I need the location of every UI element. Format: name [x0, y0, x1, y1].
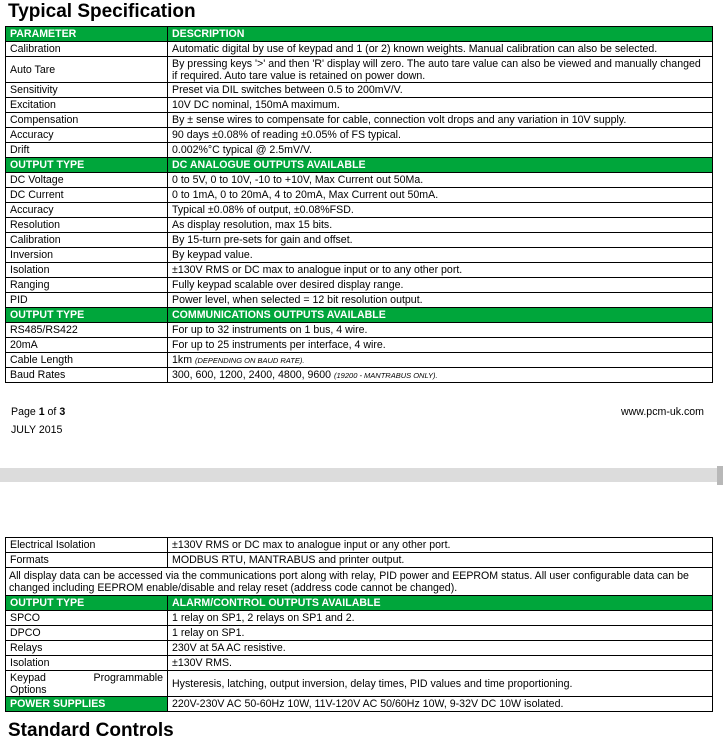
param-cell: Excitation: [6, 98, 168, 113]
table-row: [6, 143, 713, 158]
keypad-label-b: Programmable: [93, 671, 163, 684]
param-cell: Auto Tare: [6, 57, 168, 83]
desc-note: (19200 - MANTRABUS ONLY).: [334, 370, 438, 380]
param-cell: Inversion: [6, 248, 168, 263]
param-cell: Cable Length: [6, 353, 168, 368]
table-row: [6, 128, 713, 143]
table-row: [6, 98, 713, 113]
param-cell: Drift: [6, 143, 168, 158]
header-cell: POWER SUPPLIES: [6, 697, 168, 712]
table-row: [6, 218, 713, 233]
desc-cell: 220V-230V AC 50-60Hz 10W, 11V-120V AC 50/60Hz 10W, 9-32V DC 10W isolated.: [168, 697, 713, 712]
keypad-label-a: Keypad: [10, 671, 46, 684]
table-row: [6, 233, 713, 248]
param-cell: DC Voltage: [6, 173, 168, 188]
header-cell: OUTPUT TYPE: [6, 596, 168, 611]
separator-edge: [717, 466, 723, 485]
desc-cell: Preset via DIL switches between 0.5 to 200mV/V.: [168, 83, 713, 98]
page-separator: [0, 466, 723, 485]
desc-cell: ±130V RMS.: [168, 656, 713, 671]
param-cell: Sensitivity: [6, 83, 168, 98]
param-cell: Calibration: [6, 42, 168, 57]
param-cell: Accuracy: [6, 128, 168, 143]
footer-website: www.pcm-uk.com: [621, 406, 704, 418]
desc-cell: As display resolution, max 15 bits.: [168, 218, 713, 233]
param-cell: Resolution: [6, 218, 168, 233]
table-row: [6, 641, 713, 656]
table-row: [6, 83, 713, 98]
spec-page-2: [0, 485, 723, 756]
header-cell: ALARM/CONTROL OUTPUTS AVAILABLE: [168, 596, 713, 611]
param-cell: DPCO: [6, 626, 168, 641]
param-cell: SPCO: [6, 611, 168, 626]
table-row: [6, 42, 713, 57]
param-cell: Relays: [6, 641, 168, 656]
desc-cell: By pressing keys '>' and then 'R' display will zero. The auto tare value can also be viewed and manually changed if required. Auto tare value is retained on power down.: [168, 57, 713, 83]
param-cell: Ranging: [6, 278, 168, 293]
desc-cell: By 15-turn pre-sets for gain and offset.: [168, 233, 713, 248]
param-cell: RS485/RS422: [6, 323, 168, 338]
header-cell: OUTPUT TYPE: [6, 158, 168, 173]
header-cell: DESCRIPTION: [168, 27, 713, 42]
table-row: [6, 611, 713, 626]
desc-cell: ±130V RMS or DC max to analogue input or any other port.: [168, 538, 713, 553]
footer-date: JULY 2015: [11, 424, 63, 436]
table-row: [6, 656, 713, 671]
table-row: [6, 568, 713, 596]
param-cell: Compensation: [6, 113, 168, 128]
keypad-label-line: [10, 672, 163, 684]
table-row: [6, 293, 713, 308]
table-header-row: [6, 158, 713, 173]
param-cell: Accuracy: [6, 203, 168, 218]
param-cell: DC Current: [6, 188, 168, 203]
table-row: [6, 353, 713, 368]
desc-cell: Automatic digital by use of keypad and 1 (or 2) known weights. Manual calibration can also be selected.: [168, 42, 713, 57]
table-row: [6, 553, 713, 568]
desc-cell: For up to 32 instruments on 1 bus, 4 wire.: [168, 323, 713, 338]
param-cell: PID: [6, 293, 168, 308]
param-cell: Formats: [6, 553, 168, 568]
table-row: [6, 188, 713, 203]
desc-cell: For up to 25 instruments per interface, 4 wire.: [168, 338, 713, 353]
table-row: [6, 263, 713, 278]
table-row: [6, 671, 713, 697]
table-row: [6, 173, 713, 188]
page-current: 1: [38, 406, 45, 418]
table-row: [6, 323, 713, 338]
section-title: Standard Controls: [8, 720, 174, 741]
table-row: [6, 338, 713, 353]
page-mid: of: [44, 406, 60, 418]
desc-cell: 1 relay on SP1, 2 relays on SP1 and 2.: [168, 611, 713, 626]
desc-cell: Power level, when selected = 12 bit resolution output.: [168, 293, 713, 308]
table-header-row: [6, 308, 713, 323]
spec-table-continued: [5, 537, 713, 712]
table-row: [6, 57, 713, 83]
comms-note-cell: All display data can be accessed via the communications port along with relay, PID power and EEPROM status. All user configurable data can be changed including EEPROM enable/disable and relay reset (address code cannot be changed).: [6, 568, 713, 596]
desc-cell: [168, 368, 713, 383]
desc-cell: 0 to 5V, 0 to 10V, -10 to +10V, Max Current out 50Ma.: [168, 173, 713, 188]
desc-main: 1km: [172, 353, 193, 366]
page-prefix: Page: [11, 406, 39, 418]
desc-cell: Hysteresis, latching, output inversion, delay times, PID values and time proportioning.: [168, 671, 713, 697]
spec-table: [5, 26, 713, 383]
desc-cell: 90 days ±0.08% of reading ±0.05% of FS typical.: [168, 128, 713, 143]
page-number: [11, 406, 65, 418]
table-header-row: [6, 27, 713, 42]
header-cell: OUTPUT TYPE: [6, 308, 168, 323]
header-cell: PARAMETER: [6, 27, 168, 42]
table-row: [6, 538, 713, 553]
table-row: [6, 278, 713, 293]
param-cell: Isolation: [6, 263, 168, 278]
header-cell: COMMUNICATIONS OUTPUTS AVAILABLE: [168, 308, 713, 323]
param-cell: Electrical Isolation: [6, 538, 168, 553]
table-header-row: [6, 596, 713, 611]
desc-cell: 1 relay on SP1.: [168, 626, 713, 641]
desc-cell: By keypad value.: [168, 248, 713, 263]
table-row: [6, 113, 713, 128]
desc-main: 300, 600, 1200, 2400, 4800, 9600: [172, 368, 332, 381]
desc-cell: 0.002%°C typical @ 2.5mV/V.: [168, 143, 713, 158]
table-row: [6, 368, 713, 383]
table-row: [6, 626, 713, 641]
param-cell: Calibration: [6, 233, 168, 248]
desc-note: (DEPENDING ON BAUD RATE).: [194, 355, 305, 365]
desc-cell: [168, 353, 713, 368]
param-cell: Baud Rates: [6, 368, 168, 383]
desc-cell: 230V at 5A AC resistive.: [168, 641, 713, 656]
desc-cell: 10V DC nominal, 150mA maximum.: [168, 98, 713, 113]
separator-shade: [0, 468, 723, 482]
desc-cell: MODBUS RTU, MANTRABUS and printer output.: [168, 553, 713, 568]
desc-cell: ±130V RMS or DC max to analogue input or to any other port.: [168, 263, 713, 278]
desc-cell: Typical ±0.08% of output, ±0.08%FSD.: [168, 203, 713, 218]
desc-cell: 0 to 1mA, 0 to 20mA, 4 to 20mA, Max Current out 50mA.: [168, 188, 713, 203]
header-cell: DC ANALOGUE OUTPUTS AVAILABLE: [168, 158, 713, 173]
param-cell: Isolation: [6, 656, 168, 671]
page-total: 3: [59, 406, 66, 418]
table-row-power: [6, 697, 713, 712]
desc-cell: By ± sense wires to compensate for cable, connection volt drops and any variation in 10V supply.: [168, 113, 713, 128]
param-cell: 20mA: [6, 338, 168, 353]
keypad-label-c: Options: [10, 683, 47, 696]
param-cell: [6, 671, 168, 697]
table-row: [6, 203, 713, 218]
table-row: [6, 248, 713, 263]
page-title: Typical Specification: [8, 1, 196, 22]
desc-cell: Fully keypad scalable over desired display range.: [168, 278, 713, 293]
